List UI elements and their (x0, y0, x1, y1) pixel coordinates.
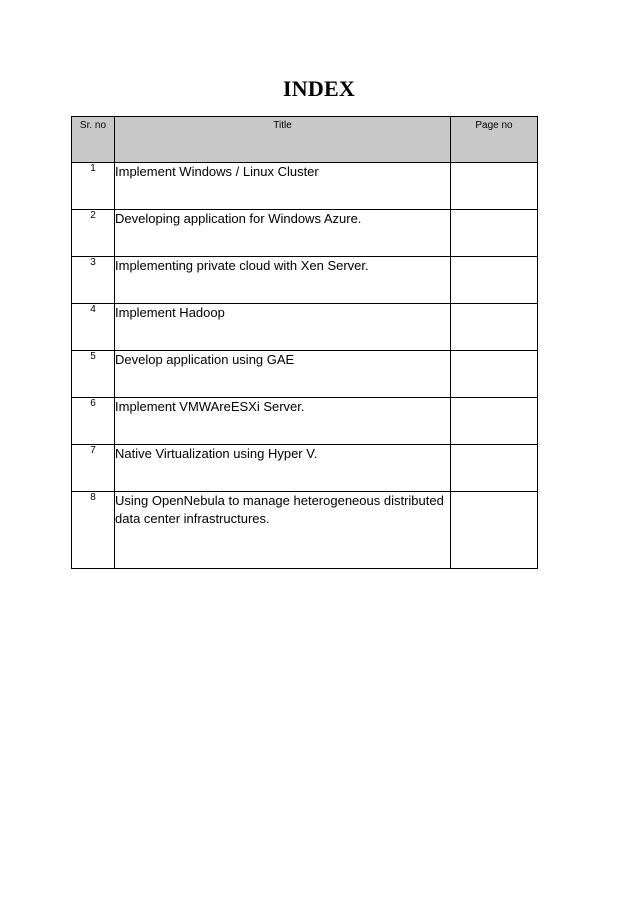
table-row (72, 210, 538, 257)
row-page-no (451, 398, 538, 445)
row-page-no (451, 492, 538, 569)
table-row (72, 304, 538, 351)
row-sr-no: 1 (72, 163, 115, 210)
row-sr-no: 3 (72, 257, 115, 304)
header-page-no: Page no (451, 117, 538, 163)
row-title: Implement VMWAreESXi Server. (115, 398, 451, 445)
row-sr-no: 7 (72, 445, 115, 492)
row-page-no (451, 210, 538, 257)
table-row (72, 492, 538, 569)
row-page-no (451, 163, 538, 210)
row-title: Using OpenNebula to manage heterogeneous distributed data center infrastructures. (115, 492, 451, 569)
row-page-no (451, 257, 538, 304)
row-title: Implement Windows / Linux Cluster (115, 163, 451, 210)
header-title: Title (115, 117, 451, 163)
row-sr-no: 6 (72, 398, 115, 445)
table-row (72, 351, 538, 398)
row-title: Native Virtualization using Hyper V. (115, 445, 451, 492)
index-table (71, 116, 538, 569)
table-header-row (72, 117, 538, 163)
row-title: Implement Hadoop (115, 304, 451, 351)
table-row (72, 257, 538, 304)
row-title: Implementing private cloud with Xen Server. (115, 257, 451, 304)
table-row (72, 163, 538, 210)
table-row (72, 445, 538, 492)
header-sr-no: Sr. no (72, 117, 115, 163)
row-page-no (451, 351, 538, 398)
row-page-no (451, 445, 538, 492)
row-title: Develop application using GAE (115, 351, 451, 398)
page-title: INDEX (283, 76, 355, 101)
row-title: Developing application for Windows Azure. (115, 210, 451, 257)
row-page-no (451, 304, 538, 351)
row-sr-no: 5 (72, 351, 115, 398)
row-sr-no: 2 (72, 210, 115, 257)
table-row (72, 398, 538, 445)
row-sr-no: 8 (72, 492, 115, 569)
row-sr-no: 4 (72, 304, 115, 351)
